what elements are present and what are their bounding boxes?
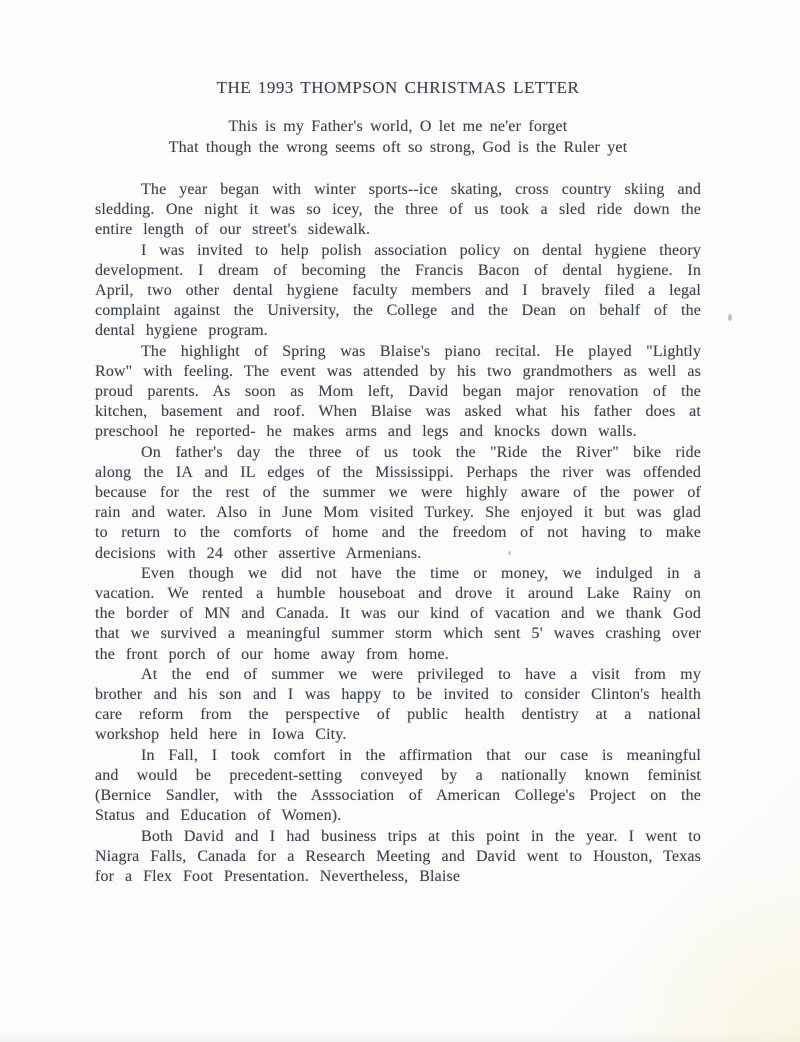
epigraph [95, 116, 701, 158]
scan-artifact-speck [728, 314, 732, 321]
paragraph-fathers-day: On father's day the three of us took the "Ride the River" bike ride along the IA and IL edges of the Mississippi. Perhaps the river was offended because for the rest of the summer we were highly aware of the power of rain and water. Also in June Mom visited Turkey. She enjoyed it but was glad to return to the comforts of home and the freedom of not having to make decisions with 24 other assertive Armenians. [95, 443, 701, 562]
letter-content [95, 76, 701, 887]
paragraph-fall: In Fall, I took comfort in the affirmation that our case is meaningful and would be precedent-setting conveyed by a nationally known feminist (Bernice Sandler, with the Asssociation of American College's Project on the Status and Education of Women). [95, 746, 701, 825]
paragraph-end-of-summer: At the end of summer we were privileged to have a visit from my brother and his son and I was happy to be invited to consider Clinton's health care reform from the perspective of public health dentistry at a national workshop held here in Iowa City. [95, 665, 701, 744]
paragraph-winter-sports: The year began with winter sports--ice skating, cross country skiing and sledding. One night it was so icey, the three of us took a sled ride down the entire length of our street's sidewalk. [95, 181, 701, 239]
paragraph-vacation: Even though we did not have the time or money, we indulged in a vacation. We rented a humble houseboat and drove it around Lake Rainy on the border of MN and Canada. It was our kind of vacation and we thank God that we survived a meaningful summer storm which sent 5' waves crashing over the front porch of our home away from home. [95, 564, 701, 663]
paragraph-business-trips: Both David and I had business trips at this point in the year. I went to Niagra Falls, Canada for a Research Meeting and David went to Houston, Texas for a Flex Foot Presentation. Nevertheless, Blaise [95, 827, 701, 885]
letter-body [95, 180, 701, 887]
letter-title: THE 1993 THOMPSON CHRISTMAS LETTER [216, 78, 580, 97]
scan-artifact-speck [508, 551, 511, 555]
paragraph-spring-recital: The highlight of Spring was Blaise's piano recital. He played "Lightly Row" with feeling. The event was attended by his two grandmothers as well as proud parents. As soon as Mom left, David began major renovation of the kitchen, basement and roof. When Blaise was asked what his father does at preschool he reported- he makes arms and legs and knocks down walls. [95, 342, 701, 441]
epigraph-line-2: That though the wrong seems oft so strong, God is the Ruler yet [168, 139, 628, 156]
epigraph-line-1: This is my Father's world, O let me ne'er forget [228, 118, 568, 135]
paragraph-dental-hygiene: I was invited to help polish association policy on dental hygiene theory development. I dream of becoming the Francis Bacon of dental hygiene. In April, two other dental hygiene faculty members and I bravely filed a legal complaint against the University, the College and the Dean on behalf of the dental hygiene program. [95, 241, 701, 340]
